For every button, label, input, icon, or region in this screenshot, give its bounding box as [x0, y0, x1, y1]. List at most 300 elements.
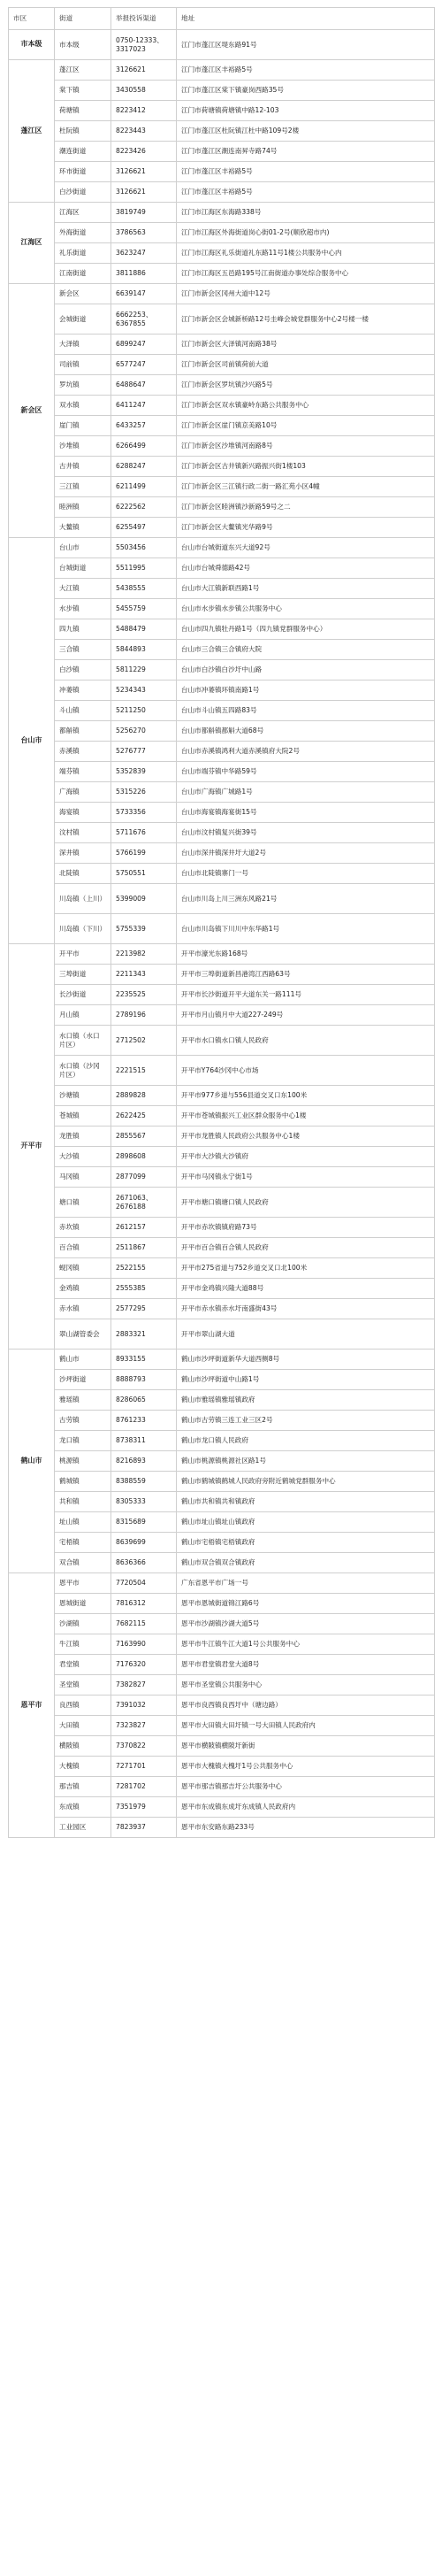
header-street: 街道	[55, 8, 111, 30]
street-cell: 斗山镇	[55, 701, 111, 721]
address-cell: 恩平市君堂镇君堂大道8号	[177, 1655, 435, 1675]
address-cell: 台山市川岛上川三洲东风路21号	[177, 884, 435, 914]
table-row	[9, 182, 435, 203]
street-cell: 端芬镇	[55, 762, 111, 782]
phone-cell: 5750551	[111, 864, 177, 884]
table-row	[9, 965, 435, 985]
phone-cell: 2522155	[111, 1258, 177, 1279]
street-cell: 四九镇	[55, 619, 111, 640]
table-row	[9, 457, 435, 477]
address-cell: 台山市端芬镇中华路59号	[177, 762, 435, 782]
street-cell: 环市街道	[55, 162, 111, 182]
table-row	[9, 162, 435, 182]
address-cell: 鹤山市双合镇双合镇政府	[177, 1553, 435, 1573]
phone-cell: 7370822	[111, 1736, 177, 1757]
table-row	[9, 1106, 435, 1127]
phone-cell: 2235525	[111, 985, 177, 1005]
phone-cell: 2712502	[111, 1026, 177, 1056]
table-row	[9, 619, 435, 640]
address-cell: 台山市赤溪镇鸿利大道赤溪镇府大院2号	[177, 742, 435, 762]
address-cell: 恩平市良西镇良西圩中（塘边路）	[177, 1696, 435, 1716]
phone-cell: 2889828	[111, 1086, 177, 1106]
phone-cell: 7323827	[111, 1716, 177, 1736]
address-cell: 江门市蓬江区堤东路91号	[177, 30, 435, 60]
street-cell: 睦洲镇	[55, 497, 111, 518]
phone-cell: 8223412	[111, 101, 177, 121]
address-cell: 台山市台城街道东兴大道92号	[177, 538, 435, 558]
phone-cell: 5276777	[111, 742, 177, 762]
street-cell: 址山镇	[55, 1512, 111, 1533]
street-cell: 三埠街道	[55, 965, 111, 985]
street-cell: 宅梧镇	[55, 1533, 111, 1553]
phone-cell: 2555385	[111, 1279, 177, 1299]
table-row	[9, 243, 435, 264]
phone-cell: 6488647	[111, 375, 177, 396]
phone-cell: 8639699	[111, 1533, 177, 1553]
phone-cell: 5811229	[111, 660, 177, 681]
phone-cell: 2211343	[111, 965, 177, 985]
city-cell: 新会区	[9, 284, 55, 538]
address-cell: 台山市台城舜德路42号	[177, 558, 435, 579]
phone-cell: 3126621	[111, 60, 177, 81]
phone-cell: 8216893	[111, 1451, 177, 1472]
table-row	[9, 223, 435, 243]
table-row	[9, 1279, 435, 1299]
table-row	[9, 538, 435, 558]
phone-cell: 5755339	[111, 914, 177, 944]
street-cell: 马冈镇	[55, 1167, 111, 1188]
phone-cell: 5234343	[111, 681, 177, 701]
table-row	[9, 803, 435, 823]
address-cell: 开平市马冈镇永宁街1号	[177, 1167, 435, 1188]
phone-cell: 3819749	[111, 203, 177, 223]
street-cell: 白沙镇	[55, 660, 111, 681]
address-cell: 鹤山市雅瑶镇雅瑶镇政府	[177, 1390, 435, 1411]
table-row	[9, 1492, 435, 1512]
table-row	[9, 1411, 435, 1431]
table-row	[9, 1238, 435, 1258]
table-row	[9, 1614, 435, 1634]
street-cell: 东成镇	[55, 1797, 111, 1818]
street-cell: 双合镇	[55, 1553, 111, 1573]
street-cell: 白沙街道	[55, 182, 111, 203]
street-cell: 沙湖镇	[55, 1614, 111, 1634]
table-row	[9, 1147, 435, 1167]
table-row	[9, 355, 435, 375]
address-cell: 江门市新会区沙堆镇河南路8号	[177, 436, 435, 457]
phone-cell: 3126621	[111, 162, 177, 182]
complaint-channel-table	[8, 7, 435, 1838]
street-cell: 崖门镇	[55, 416, 111, 436]
street-cell: 良西镇	[55, 1696, 111, 1716]
table-row	[9, 1512, 435, 1533]
street-cell: 蓬江区	[55, 60, 111, 81]
address-cell: 开平市赤坎镇镇府路73号	[177, 1218, 435, 1238]
street-cell: 江海区	[55, 203, 111, 223]
phone-cell: 7382827	[111, 1675, 177, 1696]
street-cell: 会城街道	[55, 304, 111, 334]
table-row	[9, 81, 435, 101]
table-row	[9, 1696, 435, 1716]
address-cell: 江门市新会区冈州大道中12号	[177, 284, 435, 304]
street-cell: 圣堂镇	[55, 1675, 111, 1696]
phone-cell: 8223443	[111, 121, 177, 142]
city-cell: 市本级	[9, 30, 55, 60]
street-cell: 汶村镇	[55, 823, 111, 843]
table-row	[9, 1594, 435, 1614]
address-cell: 开平市水口镇水口镇人民政府	[177, 1026, 435, 1056]
street-cell: 桃源镇	[55, 1451, 111, 1472]
address-cell: 江门市蓬江区潮连南昇寺路74号	[177, 142, 435, 162]
address-cell: 台山市四九镇牡丹路1号（四九镇党群服务中心）	[177, 619, 435, 640]
address-cell: 江门市江海区五邑路195号江南街道办事处综合服务中心	[177, 264, 435, 284]
address-cell: 江门市新会区睦洲镇沙新路59号之二	[177, 497, 435, 518]
address-cell: 开平市月山镇月中大道227-249号	[177, 1005, 435, 1026]
phone-cell: 5211250	[111, 701, 177, 721]
phone-cell: 8388559	[111, 1472, 177, 1492]
table-row	[9, 1797, 435, 1818]
table-row	[9, 60, 435, 81]
table-row	[9, 1188, 435, 1218]
address-cell: 江门市江海区礼乐街道礼东路11号1楼公共服务中心内	[177, 243, 435, 264]
phone-cell: 2221515	[111, 1056, 177, 1086]
address-cell: 开平市金鸡镇兴隆大道88号	[177, 1279, 435, 1299]
table-row	[9, 416, 435, 436]
street-cell: 川岛镇（上川）	[55, 884, 111, 914]
street-cell: 翠山湖管委会	[55, 1319, 111, 1350]
address-cell: 江门市新会区司前镇荷前大道	[177, 355, 435, 375]
address-cell: 江门市江海区东海路338号	[177, 203, 435, 223]
table-row	[9, 101, 435, 121]
phone-cell: 7163990	[111, 1634, 177, 1655]
street-cell: 海宴镇	[55, 803, 111, 823]
address-cell: 鹤山市宅梧镇宅梧镇政府	[177, 1533, 435, 1553]
table-row	[9, 1026, 435, 1056]
phone-cell: 6899247	[111, 334, 177, 355]
phone-cell: 7720504	[111, 1573, 177, 1594]
header-address: 地址	[177, 8, 435, 30]
phone-cell: 6255497	[111, 518, 177, 538]
table-row	[9, 558, 435, 579]
table-row	[9, 1451, 435, 1472]
phone-cell: 5844893	[111, 640, 177, 660]
phone-cell: 8286065	[111, 1390, 177, 1411]
street-cell: 广海镇	[55, 782, 111, 803]
phone-cell: 2577295	[111, 1299, 177, 1319]
address-cell: 恩平市圣堂镇公共服务中心	[177, 1675, 435, 1696]
phone-cell: 2883321	[111, 1319, 177, 1350]
address-cell: 广东省恩平市广场一号	[177, 1573, 435, 1594]
table-row	[9, 1258, 435, 1279]
street-cell: 罗坑镇	[55, 375, 111, 396]
table-row	[9, 701, 435, 721]
street-cell: 新会区	[55, 284, 111, 304]
address-cell: 台山市白沙镇白沙圩中山路	[177, 660, 435, 681]
street-cell: 冲蒌镇	[55, 681, 111, 701]
phone-cell: 7391032	[111, 1696, 177, 1716]
address-cell: 江门市新会区罗坑镇沙兴路5号	[177, 375, 435, 396]
address-cell: 台山市三合镇三合镇府大院	[177, 640, 435, 660]
address-cell: 恩平市东安路东路233号	[177, 1818, 435, 1838]
street-cell: 龙胜镇	[55, 1127, 111, 1147]
table-row	[9, 1086, 435, 1106]
table-row	[9, 264, 435, 284]
street-cell: 百合镇	[55, 1238, 111, 1258]
phone-cell: 3811886	[111, 264, 177, 284]
phone-cell: 7823937	[111, 1818, 177, 1838]
table-row	[9, 436, 435, 457]
street-cell: 赤溪镇	[55, 742, 111, 762]
table-row	[9, 304, 435, 334]
address-cell: 台山市冲蒌镇环镇南路1号	[177, 681, 435, 701]
address-cell: 台山市川岛镇下川川中东华路1号	[177, 914, 435, 944]
table-row	[9, 1218, 435, 1238]
street-cell: 北陡镇	[55, 864, 111, 884]
street-cell: 大鳌镇	[55, 518, 111, 538]
phone-cell: 5455759	[111, 599, 177, 619]
street-cell: 大泽镇	[55, 334, 111, 355]
address-cell: 江门市江海区外海街道岗心街01-2号(顺欣超市内)	[177, 223, 435, 243]
table-row	[9, 1299, 435, 1319]
street-cell: 三江镇	[55, 477, 111, 497]
street-cell: 江南街道	[55, 264, 111, 284]
address-cell: 台山市汶村镇复兴街39号	[177, 823, 435, 843]
table-row	[9, 843, 435, 864]
phone-cell: 5488479	[111, 619, 177, 640]
table-row	[9, 864, 435, 884]
address-cell: 开平市Y764沙冈中心市场	[177, 1056, 435, 1086]
address-cell: 江门市新会区三江镇行政二街一路汇苑小区4幢	[177, 477, 435, 497]
header-phone: 举报投诉渠道	[111, 8, 177, 30]
phone-cell: 6266499	[111, 436, 177, 457]
street-cell: 潮连街道	[55, 142, 111, 162]
address-cell: 鹤山市龙口镇人民政府	[177, 1431, 435, 1451]
phone-cell: 5711676	[111, 823, 177, 843]
street-cell: 水口镇（水口片区）	[55, 1026, 111, 1056]
table-row	[9, 1350, 435, 1370]
street-cell: 大沙镇	[55, 1147, 111, 1167]
street-cell: 杜阮镇	[55, 121, 111, 142]
address-cell: 台山市都斛镇都斛大道68号	[177, 721, 435, 742]
phone-cell: 7176320	[111, 1655, 177, 1675]
address-cell: 开平市大沙镇大沙镇府	[177, 1147, 435, 1167]
phone-cell: 6411247	[111, 396, 177, 416]
address-cell: 开平市赤水镇赤水圩南盛街43号	[177, 1299, 435, 1319]
table-row	[9, 1818, 435, 1838]
table-row	[9, 1716, 435, 1736]
table-row	[9, 1167, 435, 1188]
address-cell: 台山市水步镇水步镇公共服务中心	[177, 599, 435, 619]
phone-cell: 8315689	[111, 1512, 177, 1533]
address-cell: 台山市斗山镇五四路83号	[177, 701, 435, 721]
table-row	[9, 284, 435, 304]
street-cell: 川岛镇（下川）	[55, 914, 111, 944]
address-cell: 江门市新会区崖门镇京美路10号	[177, 416, 435, 436]
address-cell: 恩平市沙湖镇沙湖大道5号	[177, 1614, 435, 1634]
table-row	[9, 742, 435, 762]
street-cell: 都斛镇	[55, 721, 111, 742]
street-cell: 赤水镇	[55, 1299, 111, 1319]
phone-cell: 5438555	[111, 579, 177, 599]
address-cell: 恩平市恩城街道锦江路6号	[177, 1594, 435, 1614]
street-cell: 牛江镇	[55, 1634, 111, 1655]
street-cell: 外海街道	[55, 223, 111, 243]
table-row	[9, 1005, 435, 1026]
street-cell: 恩平市	[55, 1573, 111, 1594]
phone-cell: 5733356	[111, 803, 177, 823]
table-row	[9, 1319, 435, 1350]
city-cell: 江海区	[9, 203, 55, 284]
table-row	[9, 203, 435, 223]
table-row	[9, 884, 435, 914]
table-row	[9, 1634, 435, 1655]
street-cell: 司前镇	[55, 355, 111, 375]
table-row	[9, 823, 435, 843]
table-row	[9, 1573, 435, 1594]
table-row	[9, 1431, 435, 1451]
address-cell: 鹤山市鹤城镇鹤城人民政府旁附近鹤城党群服务中心	[177, 1472, 435, 1492]
street-cell: 深井镇	[55, 843, 111, 864]
address-cell: 开平市275省道与752乡道交叉口北100米	[177, 1258, 435, 1279]
street-cell: 长沙街道	[55, 985, 111, 1005]
address-cell: 江门市新会区双水镇豪岭东路公共服务中心	[177, 396, 435, 416]
address-cell: 江门市蓬江区丰裕路5号	[177, 60, 435, 81]
table-body	[9, 30, 435, 1838]
address-cell: 恩平市那吉镇那吉圩公共服务中心	[177, 1777, 435, 1797]
header-city: 市区	[9, 8, 55, 30]
phone-cell: 3430558	[111, 81, 177, 101]
table-row	[9, 1127, 435, 1147]
street-cell: 那吉镇	[55, 1777, 111, 1797]
address-cell: 江门市蓬江区丰裕路5号	[177, 162, 435, 182]
address-cell: 鹤山市沙坪街道新华大道西侧8号	[177, 1350, 435, 1370]
street-cell: 大田镇	[55, 1716, 111, 1736]
address-cell: 江门市新会区古井镇新兴路振兴街1楼103	[177, 457, 435, 477]
street-cell: 恩城街道	[55, 1594, 111, 1614]
phone-cell: 2511867	[111, 1238, 177, 1258]
phone-cell: 6211499	[111, 477, 177, 497]
street-cell: 水口镇（沙冈片区）	[55, 1056, 111, 1086]
phone-cell: 6577247	[111, 355, 177, 375]
address-cell: 恩平市横陂镇横陂圩新街	[177, 1736, 435, 1757]
phone-cell: 2898608	[111, 1147, 177, 1167]
street-cell: 大江镇	[55, 579, 111, 599]
street-cell: 台山市	[55, 538, 111, 558]
street-cell: 工业园区	[55, 1818, 111, 1838]
address-cell: 恩平市大田镇大田圩镇一号大田镇人民政府内	[177, 1716, 435, 1736]
address-cell: 鹤山市共和镇共和镇政府	[177, 1492, 435, 1512]
phone-cell: 5503456	[111, 538, 177, 558]
phone-cell: 8223426	[111, 142, 177, 162]
phone-cell: 7271701	[111, 1757, 177, 1777]
phone-cell: 0750-12333、3317023	[111, 30, 177, 60]
table-row	[9, 1736, 435, 1757]
address-cell: 鹤山市桃源镇桃源社区路1号	[177, 1451, 435, 1472]
table-row	[9, 334, 435, 355]
phone-cell: 8738311	[111, 1431, 177, 1451]
address-cell: 开平市三埠街道新昌港湾江西路63号	[177, 965, 435, 985]
street-cell: 君堂镇	[55, 1655, 111, 1675]
city-cell: 开平市	[9, 944, 55, 1350]
address-cell: 台山市深井镇深井圩大道2号	[177, 843, 435, 864]
phone-cell: 6288247	[111, 457, 177, 477]
street-cell: 棠下镇	[55, 81, 111, 101]
phone-cell: 2877099	[111, 1167, 177, 1188]
table-row	[9, 782, 435, 803]
street-cell: 苍城镇	[55, 1106, 111, 1127]
table-row	[9, 1390, 435, 1411]
table-row	[9, 944, 435, 965]
street-cell: 龙口镇	[55, 1431, 111, 1451]
address-cell: 恩平市东成镇东成圩东成镇人民政府内	[177, 1797, 435, 1818]
address-cell: 江门市蓬江区丰裕路5号	[177, 182, 435, 203]
address-cell: 鹤山市古劳镇三连工业三区2号	[177, 1411, 435, 1431]
address-cell: 开平市长沙街道开平大道东关一路111号	[177, 985, 435, 1005]
table-row	[9, 30, 435, 60]
phone-cell: 6222562	[111, 497, 177, 518]
phone-cell: 8761233	[111, 1411, 177, 1431]
phone-cell: 2622425	[111, 1106, 177, 1127]
phone-cell: 7682115	[111, 1614, 177, 1634]
street-cell: 沙坪街道	[55, 1370, 111, 1390]
table-row	[9, 599, 435, 619]
address-cell: 鹤山市址山镇址山镇政府	[177, 1512, 435, 1533]
city-cell: 台山市	[9, 538, 55, 944]
phone-cell: 2213982	[111, 944, 177, 965]
street-cell: 月山镇	[55, 1005, 111, 1026]
table-row	[9, 914, 435, 944]
table-row	[9, 1533, 435, 1553]
street-cell: 三合镇	[55, 640, 111, 660]
table-row	[9, 721, 435, 742]
phone-cell: 7281702	[111, 1777, 177, 1797]
phone-cell: 6662253、6367855	[111, 304, 177, 334]
phone-cell: 8636366	[111, 1553, 177, 1573]
table-row	[9, 660, 435, 681]
table-row	[9, 1553, 435, 1573]
city-cell: 蓬江区	[9, 60, 55, 203]
address-cell: 开平市百合镇百合镇人民政府	[177, 1238, 435, 1258]
street-cell: 鹤山市	[55, 1350, 111, 1370]
phone-cell: 3786563	[111, 223, 177, 243]
address-cell: 开平市塘口镇塘口镇人民政府	[177, 1188, 435, 1218]
address-cell: 江门市荷塘镇荷塘镇中路12-103	[177, 101, 435, 121]
address-cell: 开平市濠光东路168号	[177, 944, 435, 965]
address-cell: 开平市翠山湖大道	[177, 1319, 435, 1350]
phone-cell: 7816312	[111, 1594, 177, 1614]
table-row	[9, 1757, 435, 1777]
table-row	[9, 396, 435, 416]
phone-cell: 5766199	[111, 843, 177, 864]
address-cell: 台山市北陡镇寨门一号	[177, 864, 435, 884]
table-row	[9, 518, 435, 538]
table-row	[9, 1777, 435, 1797]
address-cell: 台山市广海镇广城路1号	[177, 782, 435, 803]
street-cell: 礼乐街道	[55, 243, 111, 264]
phone-cell: 5315226	[111, 782, 177, 803]
phone-cell: 2612157	[111, 1218, 177, 1238]
table-row	[9, 1655, 435, 1675]
table-row	[9, 375, 435, 396]
street-cell: 古井镇	[55, 457, 111, 477]
phone-cell: 6639147	[111, 284, 177, 304]
phone-cell: 5399009	[111, 884, 177, 914]
phone-cell: 5352839	[111, 762, 177, 782]
street-cell: 双水镇	[55, 396, 111, 416]
address-cell: 江门市新会区会城新桥路12号圭峰会城党群服务中心2号楼一楼	[177, 304, 435, 334]
city-cell: 鹤山市	[9, 1350, 55, 1573]
phone-cell: 3126621	[111, 182, 177, 203]
